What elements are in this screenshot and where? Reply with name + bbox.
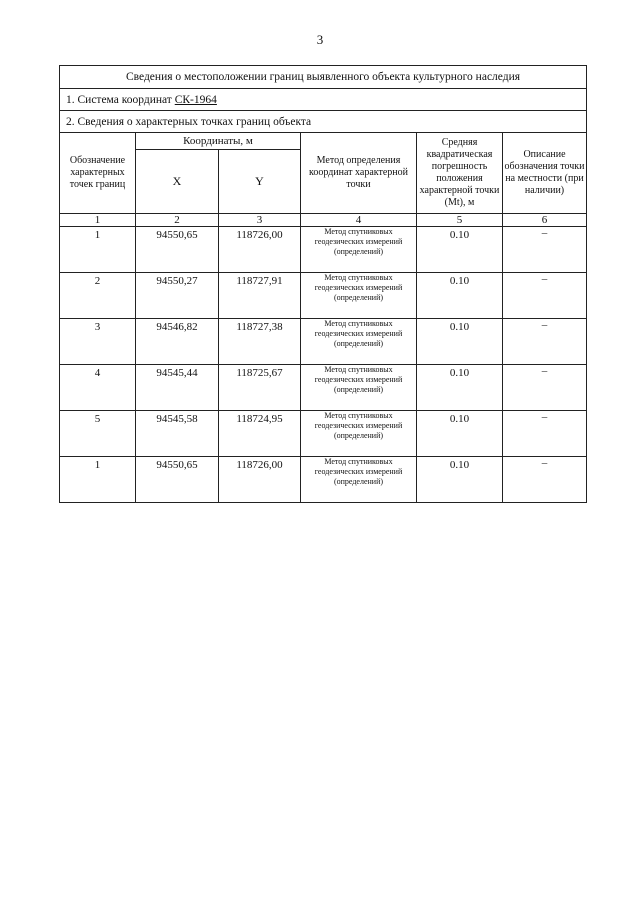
header-point: Обозначение характерных точек границ	[60, 133, 136, 214]
method: Метод спутниковых геодезических измерений (определений)	[301, 273, 417, 319]
coordinate-system-label: 1. Система координат	[66, 93, 172, 106]
coordinate-system-value: СК-1964	[174, 93, 217, 106]
section-points-heading: 2. Сведения о характерных точках границ объекта	[60, 111, 587, 133]
method: Метод спутниковых геодезических измерений (определений)	[301, 457, 417, 503]
table-row	[60, 319, 587, 365]
page-number: 3	[316, 32, 324, 47]
column-index: 4	[301, 214, 417, 227]
description: –	[503, 319, 587, 365]
table-row	[60, 457, 587, 503]
header-error: Средняя квадратическая погрешность положения характерной точки (Mt), м	[417, 133, 503, 214]
point-number: 1	[60, 457, 136, 503]
description: –	[503, 411, 587, 457]
method: Метод спутниковых геодезических измерений (определений)	[301, 227, 417, 273]
error: 0.10	[417, 457, 503, 503]
error: 0.10	[417, 319, 503, 365]
boundary-table	[59, 65, 587, 503]
coord-y: 118727,91	[219, 273, 301, 319]
document-title: Сведения о местоположении границ выявленного объекта культурного наследия	[60, 66, 587, 89]
header-description: Описание обозначения точки на местности (при наличии)	[503, 133, 587, 214]
error: 0.10	[417, 227, 503, 273]
point-number: 3	[60, 319, 136, 365]
column-index: 2	[136, 214, 219, 227]
coord-y: 118726,00	[219, 457, 301, 503]
table-row	[60, 273, 587, 319]
method: Метод спутниковых геодезических измерений (определений)	[301, 411, 417, 457]
coord-x: 94545,44	[136, 365, 219, 411]
point-number: 4	[60, 365, 136, 411]
coord-x: 94546,82	[136, 319, 219, 365]
coord-y: 118726,00	[219, 227, 301, 273]
coordinate-system-line	[60, 89, 587, 111]
header-coordinates: Координаты, м	[136, 133, 301, 150]
coord-y: 118724,95	[219, 411, 301, 457]
point-number: 5	[60, 411, 136, 457]
point-number: 1	[60, 227, 136, 273]
description: –	[503, 273, 587, 319]
column-index: 6	[503, 214, 587, 227]
coord-y: 118725,67	[219, 365, 301, 411]
column-index: 1	[60, 214, 136, 227]
description: –	[503, 457, 587, 503]
header-x: X	[136, 150, 219, 214]
error: 0.10	[417, 365, 503, 411]
error: 0.10	[417, 411, 503, 457]
method: Метод спутниковых геодезических измерений (определений)	[301, 319, 417, 365]
description: –	[503, 365, 587, 411]
table-row	[60, 365, 587, 411]
point-number: 2	[60, 273, 136, 319]
table-row	[60, 227, 587, 273]
coord-x: 94550,65	[136, 227, 219, 273]
column-index: 3	[219, 214, 301, 227]
coord-x: 94545,58	[136, 411, 219, 457]
header-y: Y	[219, 150, 301, 214]
coord-x: 94550,27	[136, 273, 219, 319]
error: 0.10	[417, 273, 503, 319]
coord-x: 94550,65	[136, 457, 219, 503]
coord-y: 118727,38	[219, 319, 301, 365]
table-row	[60, 411, 587, 457]
method: Метод спутниковых геодезических измерений (определений)	[301, 365, 417, 411]
description: –	[503, 227, 587, 273]
column-index: 5	[417, 214, 503, 227]
header-method: Метод определения координат характерной точки	[301, 133, 417, 214]
